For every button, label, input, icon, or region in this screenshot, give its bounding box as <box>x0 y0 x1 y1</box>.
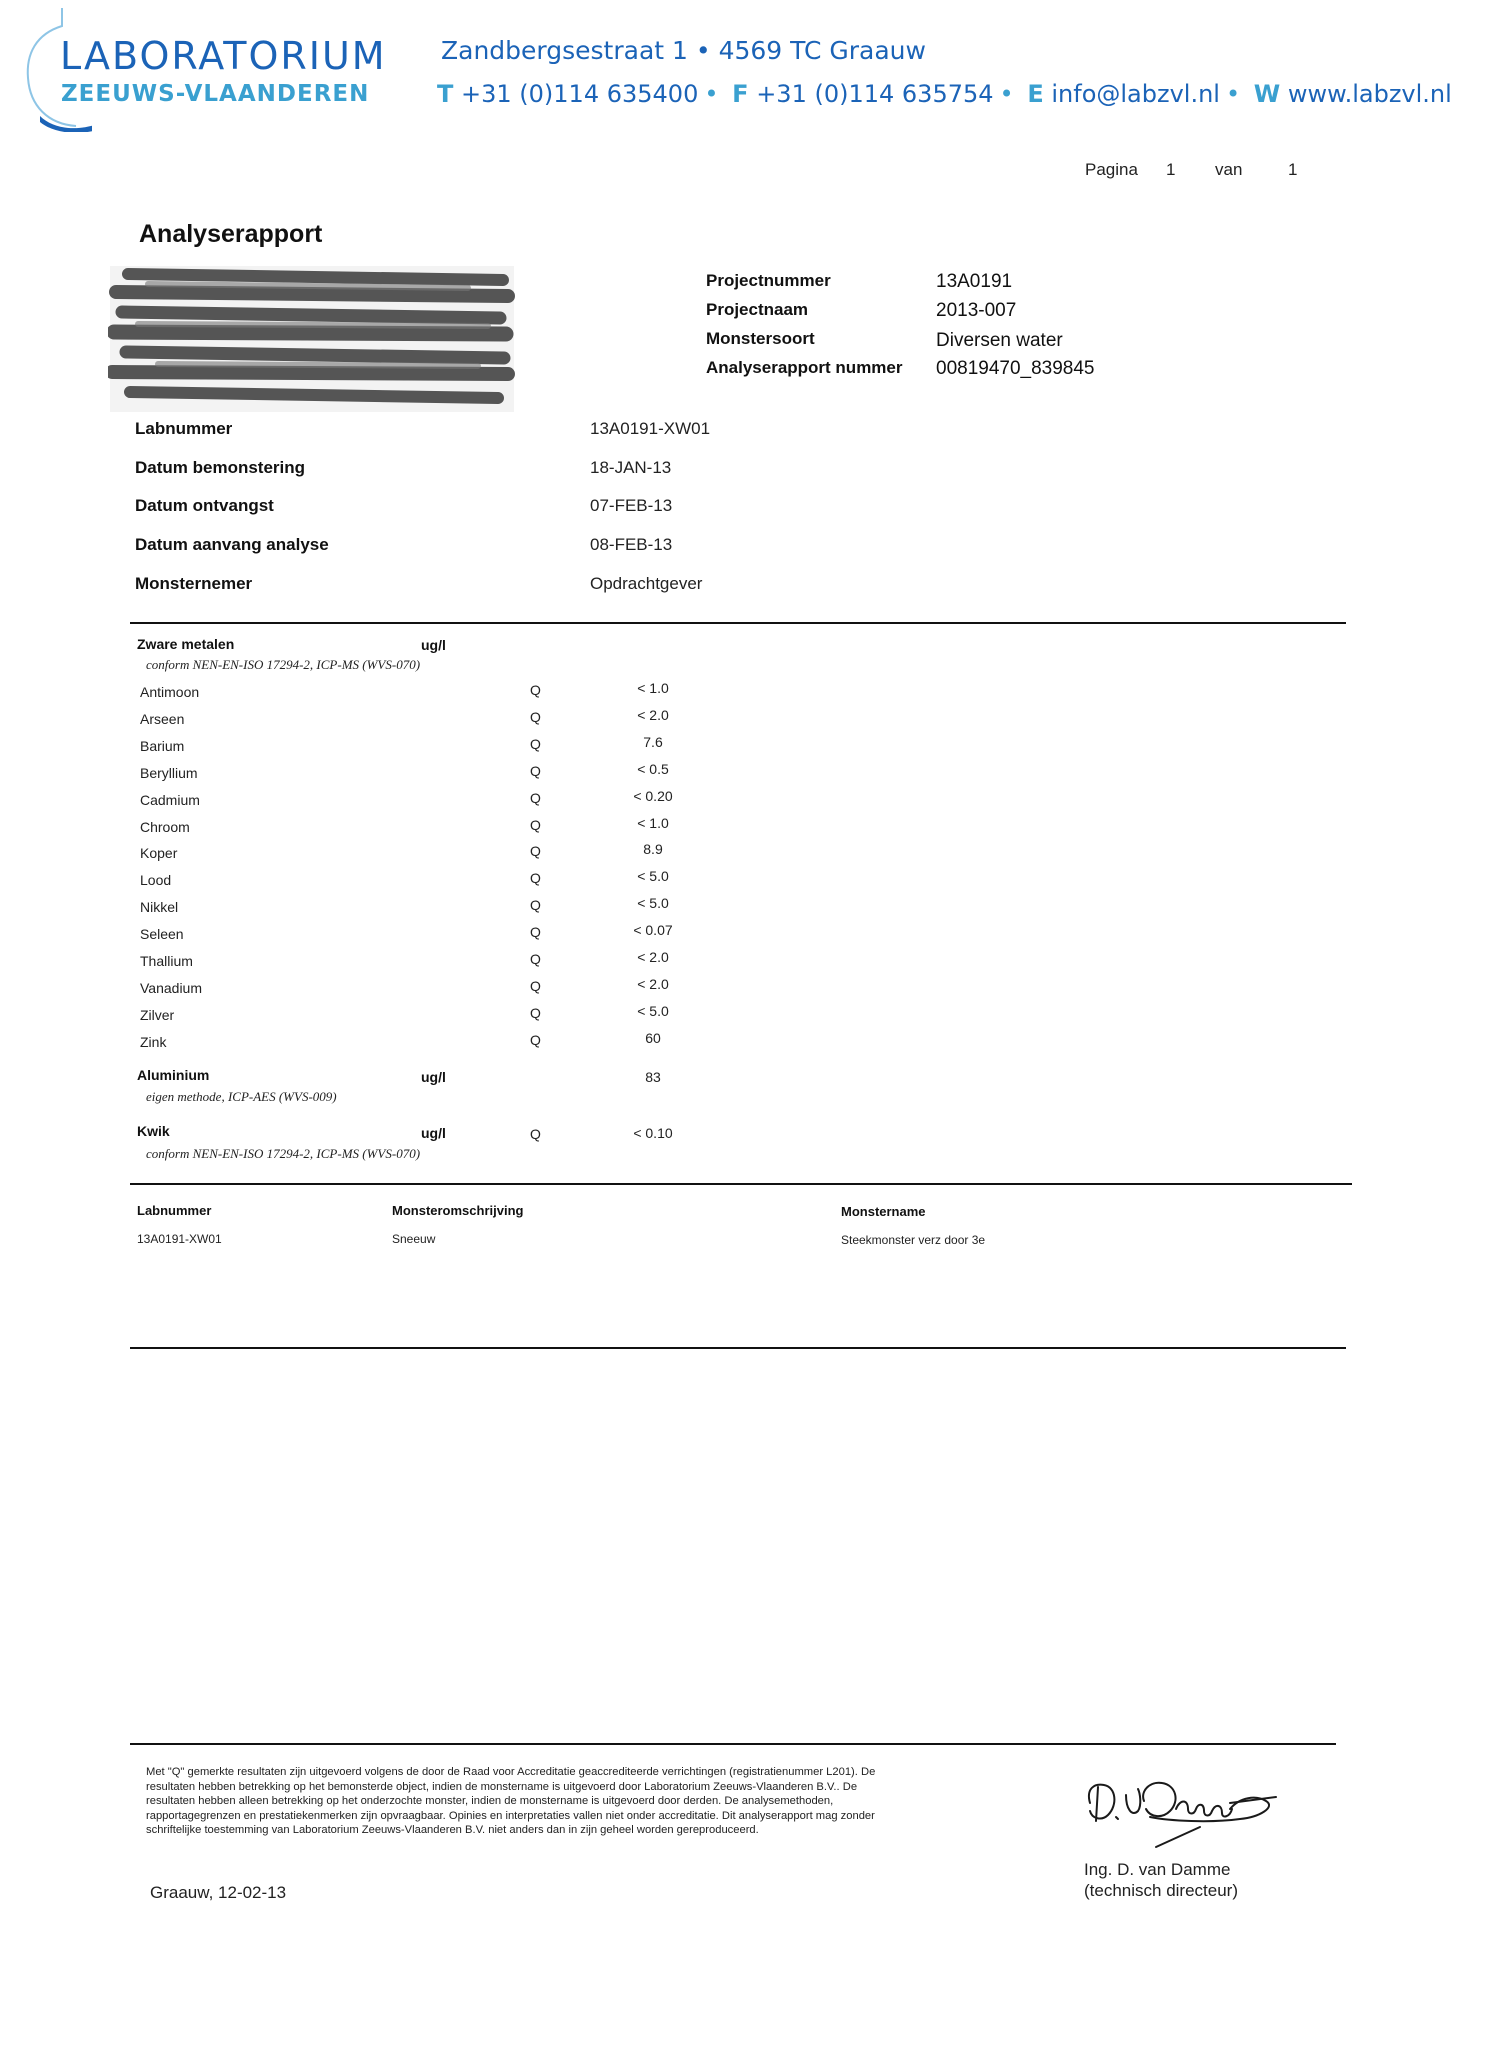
result-value: < 0.10 <box>633 1125 673 1141</box>
footer-divider <box>130 1743 1336 1745</box>
sample-type-value: Diversen water <box>936 330 1063 351</box>
group-unit: ug/l <box>421 1125 446 1141</box>
result-analyte: Arseen <box>140 711 185 727</box>
result-q-flag: Q <box>530 1032 541 1048</box>
group-unit: ug/l <box>421 637 446 653</box>
result-analyte: Antimoon <box>140 684 200 700</box>
result-q-flag: Q <box>530 817 541 833</box>
result-value: 83 <box>645 1069 661 1085</box>
result-analyte: Vanadium <box>140 980 203 996</box>
lab-contact-line: T +31 (0)114 635400 • F +31 (0)114 635754 • E info@labzvl.nl • W www.labzvl.nl <box>437 80 1452 108</box>
table-header-labnummer: Labnummer <box>137 1203 212 1218</box>
result-analyte: Zilver <box>140 1007 175 1023</box>
email-link[interactable]: info@labzvl.nl <box>1051 80 1220 108</box>
web-link[interactable]: www.labzvl.nl <box>1287 80 1452 108</box>
fax-key: F <box>732 80 749 108</box>
result-value: < 0.20 <box>633 788 673 804</box>
group-title: Kwik <box>137 1123 170 1139</box>
project-number-label: Projectnummer <box>706 271 831 290</box>
table-header-description: Monsteromschrijving <box>392 1203 524 1218</box>
group-method: conform NEN-EN-ISO 17294-2, ICP-MS (WVS-070) <box>146 1146 421 1161</box>
result-q-flag: Q <box>530 1005 541 1021</box>
result-analyte: Beryllium <box>140 765 198 781</box>
sampler-value: Opdrachtgever <box>590 574 703 593</box>
lab-subname: ZEEUWS-VLAANDEREN <box>61 81 370 107</box>
report-number-value: 00819470_839845 <box>936 358 1095 379</box>
result-q-flag: Q <box>530 870 541 886</box>
divider <box>130 1183 1352 1185</box>
result-analyte: Seleen <box>140 926 184 942</box>
sampling-date-value: 18-JAN-13 <box>590 458 672 477</box>
result-value: < 2.0 <box>637 949 669 965</box>
sample-type-label: Monstersoort <box>706 329 815 348</box>
lab-name: LABORATORIUM <box>60 34 387 78</box>
result-q-flag: Q <box>530 682 541 698</box>
result-value: 7.6 <box>643 734 663 750</box>
phone-key: T <box>437 80 454 108</box>
group-title: Aluminium <box>137 1067 210 1083</box>
place-date: Graauw, 12-02-13 <box>150 1883 287 1902</box>
result-analyte: Zink <box>140 1034 167 1050</box>
fax-number: +31 (0)114 635754 <box>756 80 994 108</box>
table-cell-description: Sneeuw <box>392 1232 436 1246</box>
sampling-date-label: Datum bemonstering <box>135 458 306 477</box>
signer-name: Ing. D. van Damme <box>1084 1860 1231 1879</box>
result-value: < 2.0 <box>637 707 669 723</box>
group-method: conform NEN-EN-ISO 17294-2, ICP-MS (WVS-070) <box>146 657 421 672</box>
result-q-flag: Q <box>530 1126 541 1142</box>
result-analyte: Barium <box>140 738 185 754</box>
table-cell-sampling: Steekmonster verz door 3e <box>841 1233 986 1247</box>
sampler-label: Monsternemer <box>135 574 253 593</box>
result-analyte: Koper <box>140 845 178 861</box>
result-q-flag: Q <box>530 790 541 806</box>
lab-address: Zandbergsestraat 1 • 4569 TC Graauw <box>441 36 926 65</box>
result-analyte: Lood <box>140 872 172 888</box>
project-name-label: Projectnaam <box>706 300 809 319</box>
received-date-value: 07-FEB-13 <box>590 496 673 515</box>
result-value: < 1.0 <box>637 680 669 696</box>
group-unit: ug/l <box>421 1069 446 1085</box>
result-q-flag: Q <box>530 736 541 752</box>
result-q-flag: Q <box>530 978 541 994</box>
result-value: < 0.07 <box>633 922 673 938</box>
result-value: < 5.0 <box>637 1003 669 1019</box>
result-value: < 2.0 <box>637 976 669 992</box>
result-q-flag: Q <box>530 951 541 967</box>
received-date-label: Datum ontvangst <box>135 496 274 515</box>
lab-number-value: 13A0191-XW01 <box>590 419 711 438</box>
pagination-of-label: van <box>1215 160 1243 179</box>
result-q-flag: Q <box>530 843 541 859</box>
table-header-sampling: Monstername <box>841 1204 926 1219</box>
table-cell-labnummer: 13A0191-XW01 <box>137 1232 222 1246</box>
result-analyte: Cadmium <box>140 792 200 808</box>
pagination-label: Pagina <box>1085 160 1138 179</box>
analysis-start-label: Datum aanvang analyse <box>135 535 329 554</box>
email-key: E <box>1027 80 1044 108</box>
group-method: eigen methode, ICP-AES (WVS-009) <box>146 1089 337 1104</box>
pagination-page: 1 <box>1166 160 1176 179</box>
result-analyte: Chroom <box>140 819 190 835</box>
result-q-flag: Q <box>530 709 541 725</box>
result-q-flag: Q <box>530 897 541 913</box>
phone-number: +31 (0)114 635400 <box>461 80 699 108</box>
result-q-flag: Q <box>530 763 541 779</box>
result-value: < 5.0 <box>637 895 669 911</box>
lab-number-label: Labnummer <box>135 419 233 438</box>
result-value: < 5.0 <box>637 868 669 884</box>
result-value: 60 <box>645 1030 661 1046</box>
report-title: Analyserapport <box>139 220 323 248</box>
analysis-start-value: 08-FEB-13 <box>590 535 673 554</box>
web-key: W <box>1253 80 1281 108</box>
result-analyte: Thallium <box>140 953 193 969</box>
pagination-total: 1 <box>1288 160 1298 179</box>
disclaimer-text: Met "Q" gemerkte resultaten zijn uitgevoerd volgens de door de Raad voor Accreditatie geaccrediteerde verrichtingen (registratienummer L201). De resultaten hebben betrekking op het bemonsterde object, indien de monstername is uitgevoerd door Laboratorium Zeeuws-Vlaanderen B.V.. De resultaten hebben alleen betrekking op het onderzochte monster, indien de monstername is uitgevoerd door derden. De analysemethoden, rapportagegrenzen en prestatiekenmerken zijn opvraagbaar. Opinies en interpretaties vallen niet onder accreditatie. Dit analyserapport mag zonder schriftelijke toestemming van Laboratorium Zeeuws-Vlaanderen B.V. niet anders dan in zijn geheel worden gereproduceerd. <box>146 1766 876 1836</box>
project-number-value: 13A0191 <box>936 271 1013 292</box>
divider <box>130 1347 1346 1349</box>
report-number-label: Analyserapport nummer <box>706 358 903 377</box>
result-q-flag: Q <box>530 924 541 940</box>
result-value: 8.9 <box>643 841 663 857</box>
result-analyte: Nikkel <box>140 899 179 915</box>
project-name-value: 2013-007 <box>936 300 1017 321</box>
result-value: < 0.5 <box>637 761 669 777</box>
group-title: Zware metalen <box>137 636 235 652</box>
signer-role: (technisch directeur) <box>1084 1881 1239 1900</box>
signature-icon <box>1080 1765 1300 1855</box>
divider <box>130 622 1346 624</box>
redaction-block <box>108 262 518 414</box>
result-value: < 1.0 <box>637 815 669 831</box>
